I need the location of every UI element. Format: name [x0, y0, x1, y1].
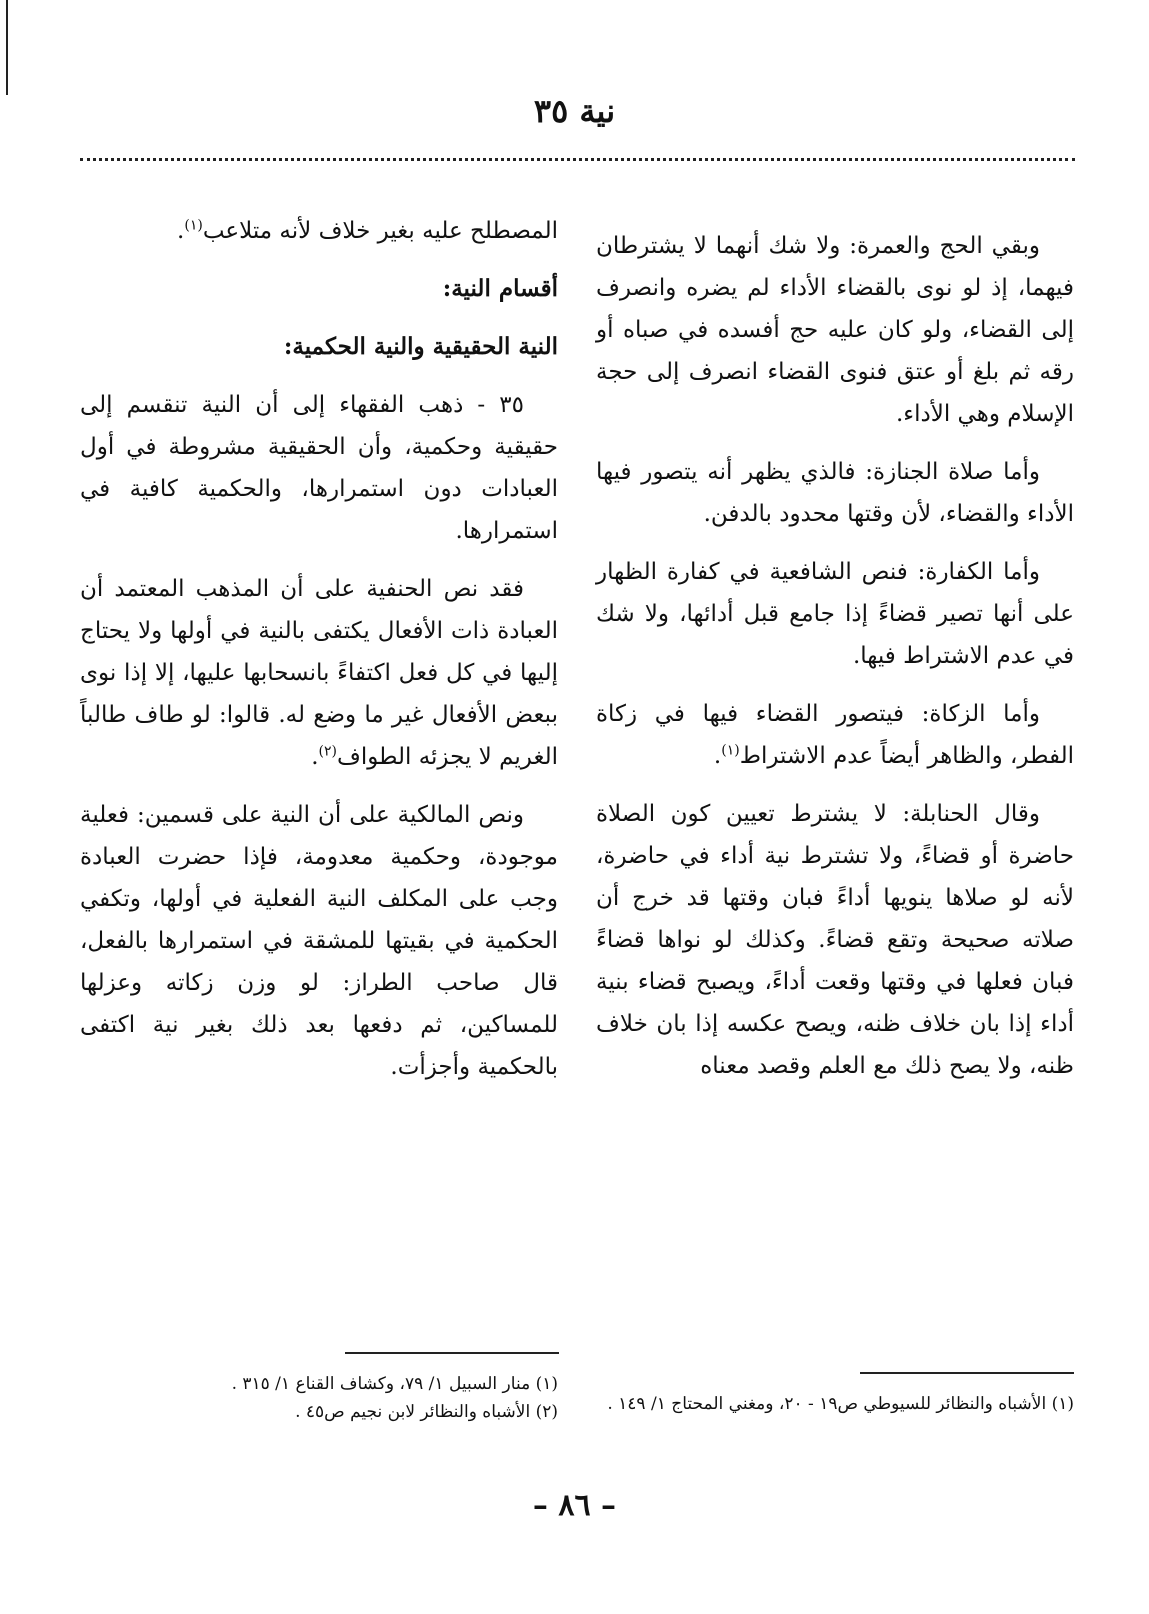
hanafiya-end: . — [311, 744, 319, 770]
footnote-item: (١) الأشباه والنظائر للسيوطي ص١٩ - ٢٠، ومغني المحتاج ١/ ١٤٩ . — [607, 1394, 1074, 1414]
paragraph-continuation — [80, 210, 558, 252]
footnote-divider-right — [860, 1372, 1074, 1374]
paragraph-35: ٣٥ - ذهب الفقهاء إلى أن النية تنقسم إلى حقيقية وحكمية، وأن الحقيقية مشروطة في أول العبادات دون استمرارها، والحكمية كافية في استمرارها. — [80, 392, 558, 544]
continuation-text: المصطلح عليه بغير خلاف لأنه متلاعب — [202, 218, 558, 244]
paragraph-funeral-prayer: وأما صلاة الجنازة: فالذي يظهر أنه يتصور فيها الأداء والقضاء، لأن وقتها محدود بالدفن. — [596, 459, 1074, 527]
footnotes-left — [80, 1370, 558, 1426]
left-column — [80, 210, 558, 1104]
continuation-end: . — [177, 218, 185, 244]
footnote-ref: (١) — [184, 217, 203, 234]
paragraph-malikiya: ونص المالكية على أن النية على قسمين: فعلية موجودة، وحكمية معدومة، فإذا حضرت العبادة وجب على المكلف النية الفعلية في أولها، وتكفي الحكمية في بقيتها للمشقة في استمرارها بالفعل، قال صاحب الطراز: لو وزن زكاته وعزلها للمساكين، ثم دفعها بعد ذلك بغير نية اكتفى بالحكمية وأجزأت. — [80, 802, 558, 1080]
paragraph-zakat — [596, 693, 1074, 777]
zakat-end: . — [713, 743, 722, 769]
section-heading-real-and-legal-niyya: النية الحقيقية والنية الحكمية: — [283, 333, 558, 360]
footnote-ref: (١) — [721, 742, 740, 759]
paragraph-kaffara: وأما الكفارة: فنص الشافعية في كفارة الظهار على أنها تصير قضاءً إذا جامع قبل أدائها، ولا شك في عدم الاشتراط فيها. — [596, 559, 1074, 669]
hanafiya-text: فقد نص الحنفية على أن المذهب المعتمد أن العبادة ذات الأفعال يكتفى بالنية في أولها ولا يحتاج إليها في كل فعل اكتفاءً بانسحابها عليها، إلا إذا نوى ببعض الأفعال غير ما وضع له. قالوا: لو طاف طالباً الغريم لا يجزئه الطواف — [80, 576, 558, 770]
footnote-divider-left — [345, 1352, 559, 1354]
page-edge-line — [6, 0, 8, 95]
right-column — [596, 225, 1074, 1103]
footnote-item: (٢) الأشباه والنظائر لابن نجيم ص٤٥ . — [295, 1402, 558, 1422]
header-dotted-divider — [80, 158, 1075, 161]
footnotes-right — [596, 1390, 1074, 1418]
footnote-item: (١) منار السبيل ١/ ٧٩، وكشاف القناع ١/ ٣١٥ . — [231, 1374, 558, 1394]
footnote-ref: (٢) — [318, 743, 337, 760]
paragraph-hajj-umrah: وبقي الحج والعمرة: ولا شك أنهما لا يشترطان فيهما، إذ لو نوى بالقضاء الأداء لم يضره وانصرف إلى القضاء، ولو كان عليه حج أفسده في صباه أو رقه ثم بلغ أو عتق فنوى القضاء انصرف إلى حجة الإسلام وهي الأداء. — [596, 233, 1074, 427]
page-number: – ٨٦ – — [532, 1488, 617, 1523]
page-header-title: نية ٣٥ — [533, 92, 616, 130]
paragraph-hanafiya — [80, 568, 558, 778]
zakat-text: وأما الزكاة: فيتصور القضاء فيها في زكاة الفطر، والظاهر أيضاً عدم الاشتراط — [596, 701, 1074, 769]
section-heading-niyya-types: أقسام النية: — [442, 275, 558, 302]
paragraph-hanabila: وقال الحنابلة: لا يشترط تعيين كون الصلاة حاضرة أو قضاءً، ولا تشترط نية أداء في حاضرة، لأنه لو صلاها ينويها أداءً فبان وقتها قد خرج أن صلاته صحيحة وتقع قضاءً. وكذلك لو نواها قضاءً فبان فعلها في وقتها وقعت أداءً، ويصبح قضاء بنية أداء إذا بان خلاف ظنه، ويصح عكسه إذا بان خلاف ظنه، ولا يصح ذلك مع العلم وقصد معناه — [596, 801, 1074, 1079]
